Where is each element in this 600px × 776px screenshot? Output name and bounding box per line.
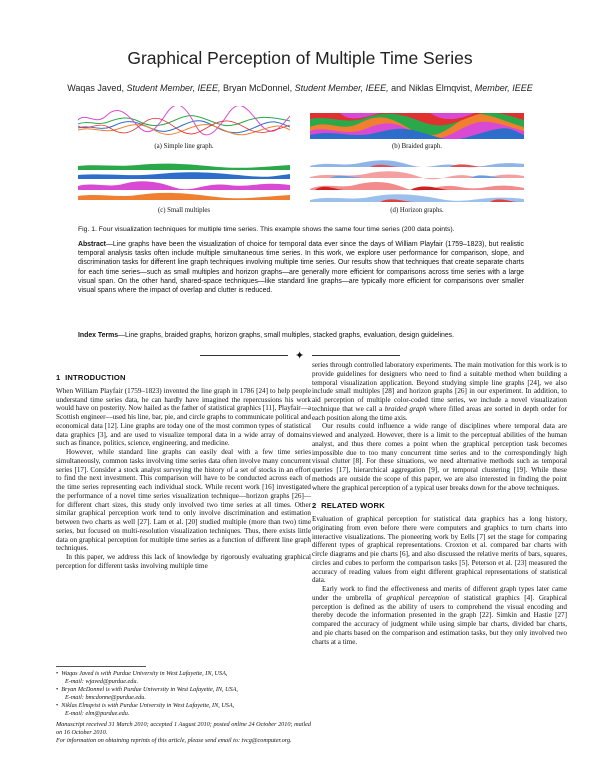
paper-title: Graphical Perception of Multiple Time Series bbox=[127, 48, 473, 68]
author-3-role: Member, IEEE bbox=[474, 83, 533, 93]
horizon-graphs bbox=[310, 158, 524, 204]
caption-c: (c) Small multiples bbox=[157, 207, 211, 214]
horizon-2 bbox=[310, 171, 524, 179]
braided-graph bbox=[310, 113, 524, 139]
author-line bbox=[0, 83, 600, 93]
right-paragraph-1: series through controlled laboratory experiments. The main motivation for this work is to provide guidelines for designers who need to find a suitable method when building a temporal visualization application. Beyond studying simple line graphs [24], we also include small multiples [28] and horizon graphs [26] in our experiment. In addition, to aid perception of multiple color-coded time series, we include a novel visualization technique that we call a braided graph where filled areas are sorted in depth order for each position along the time axis. bbox=[312, 361, 567, 422]
footnote-1-mail: E-mail: wjaved@purdue.edu. bbox=[65, 678, 138, 685]
caption-a: (a) Simple line graph. bbox=[154, 143, 214, 150]
index-terms bbox=[78, 331, 524, 340]
author-2: Bryan McDonnel, bbox=[223, 83, 293, 93]
index-terms-label: Index Terms bbox=[78, 332, 119, 339]
footnote-2: • Bryan McDonnel is with Purdue University in West Lafayette, IN, USA, bbox=[56, 686, 238, 693]
index-terms-text: —Line graphs, braided graphs, horizon graphs, small multiples, stacked graphs, evaluation, design guidelines. bbox=[118, 332, 455, 339]
figure-caption: Fig. 1. Four visualization techniques for multiple time series. This example shows the same four time series (200 data points). bbox=[78, 226, 455, 233]
abstract-text: —Line graphs have been the visualization of choice for temporal data ever since the days of William Playfair (1759–1823), but realistic temporal analysis tasks often include multiple simultaneous time series. In this work, we explore user performance for comparison, slope, and discrimination tasks for different line graph techniques involving multiple time series. Our results show that techniques that create separate charts for each time series—such as small multiples and horizon graphs—are generally more efficient for comparisons across time series with a large visual span. On the other hand, shared-space techniques—like standard line graphs—are typically more efficient for comparisons over smaller visual spans where the impact of overlap and clutter is reduced. bbox=[78, 241, 524, 295]
reprints-note: For information on obtaining reprints of this article, please send email to: tvcg@computer.org. bbox=[56, 737, 292, 744]
small-multiples bbox=[78, 160, 290, 204]
author-1-role: Student Member, IEEE, bbox=[126, 83, 221, 93]
abstract-label: Abstract bbox=[78, 241, 106, 248]
footnote-2-mail: E-mail: bmcdonne@purdue.edu. bbox=[65, 694, 146, 701]
right-paragraph-2: Our results could influence a wide range of disciplines where temporal data are viewed and analyzed. However, there is a limit to the perceptual abilities of the human analyst, and thus there comes a point when the graphical perception task becomes impossible due to too many concurrent time series and to the correspondingly high visual clutter [8]. For these situations, we need alternative methods such as temporal queries [17], hierarchical aggregation [9], or temporal clustering [19]. While these methods are outside the scope of this paper, we are also interested in finding the point where the graphical perception of a typical user breaks down for the above techniques. bbox=[312, 422, 567, 492]
left-column bbox=[56, 374, 311, 571]
manuscript-note: Manuscript received 31 March 2010; accepted 1 August 2010; posted online 24 October 2010; mailed on 16 October 2010. bbox=[56, 721, 311, 736]
right-column bbox=[312, 361, 567, 646]
footnote-1: • Waqas Javed is with Purdue University in West Lafayette, IN, USA, bbox=[56, 670, 228, 677]
divider-ornament: ✦ bbox=[295, 349, 305, 362]
abstract bbox=[78, 240, 524, 295]
multiple-4 bbox=[78, 193, 290, 200]
footnotes bbox=[56, 670, 311, 745]
caption-d: (d) Horizon graphs. bbox=[390, 207, 444, 214]
divider-right bbox=[312, 355, 400, 356]
horizon-1 bbox=[310, 160, 524, 167]
multiple-2 bbox=[78, 172, 290, 179]
multiple-3 bbox=[78, 181, 290, 190]
intro-paragraph-3: In this paper, we address this lack of knowledge by rigorously evaluating graphical perception for different tasks involving multiple time bbox=[56, 553, 311, 570]
caption-b: (b) Braided graph. bbox=[391, 143, 442, 150]
author-2-role: Student Member, IEEE, bbox=[294, 83, 389, 93]
footnote-rule bbox=[56, 666, 146, 667]
simple-line-graph bbox=[78, 106, 290, 138]
intro-paragraph-2: However, while standard line graphs can easily deal with a few time series simultaneously, common tasks involving time series data often involve many concurrent series [17]. Consider a stock analyst surveying the history of a set of stocks in an effort to find the next investment. This comparison will have to be conducted across each of the time series representing each individual stock. While recent work [16] investigated the performance of a novel time series visualization technique—horizon graphs [26]—for different chart sizes, this study only involved two time series at all times. Other similar graphical perception work tend to only involve discrimination and estimation between two charts as well [27]. Lam et al. [20] studied multiple (more than two) time series, but focused on multi-resolution visualization techniques. Thus, there exists little data on graphical perception for multiple time series as a function of different line graph techniques. bbox=[56, 448, 311, 553]
intro-paragraph-1: When William Playfair (1759–1823) invented the line graph in 1786 [24] to help people understand time series data, he can hardly have imagined the repercussions his work would have on posterity. Now hailed as the father of statistical graphics [11], Playfair—a Scottish engineer—used his line, bar, pie, and circle graphs to communicate political and economical data [12]. Line graphs are today one of the most common types of statistical data graphics [3], and are used to visualize temporal data in a wide array of domains such as finance, politics, science, engineering, and medicine. bbox=[56, 386, 311, 448]
related-paragraph-1: Evaluation of graphical perception for statistical data graphics has a long history, originating from even before there were computers and graphics to turn charts into interactive visualizations. The pioneering work by Eells [7] set the stage for comparing different types of graphical representations. Croxton et al. compared bar charts with circle diagrams and pie charts [6], and also discussed the relative merits of bars, squares, circles and cubes to perform the comparison tasks [5]. Peterson et al. [23] measured the accuracy of reading values from eight different graphical representations of statistical data. bbox=[312, 515, 567, 585]
footnote-3: • Niklas Elmqvist is with Purdue University in West Lafayette, IN, USA, bbox=[56, 702, 235, 709]
section-heading-related: 2 RELATED WORK bbox=[312, 501, 385, 511]
multiple-1 bbox=[78, 164, 290, 170]
divider-left bbox=[200, 355, 288, 356]
related-paragraph-2: Early work to find the effectiveness and merits of different graph types later came under the umbrella of graphical perception of statistical graphics [4]. Graphical perception is defined as the ability of users to comprehend the visual encoding and thereby decode the information presented in the graph [22]. Simkin and Hastie [27] compared the accuracy of judgment while using simple bar charts, divided bar charts, and pie charts based on the comparison and estimation tasks, but they only involved two charts at a time. bbox=[312, 585, 567, 646]
footnote-3-mail: E-mail: elm@purdue.edu. bbox=[65, 710, 130, 717]
section-heading-intro: 1 INTRODUCTION bbox=[56, 373, 126, 382]
author-1: Waqas Javed, bbox=[67, 83, 124, 93]
author-3: and Niklas Elmqvist, bbox=[391, 83, 473, 93]
